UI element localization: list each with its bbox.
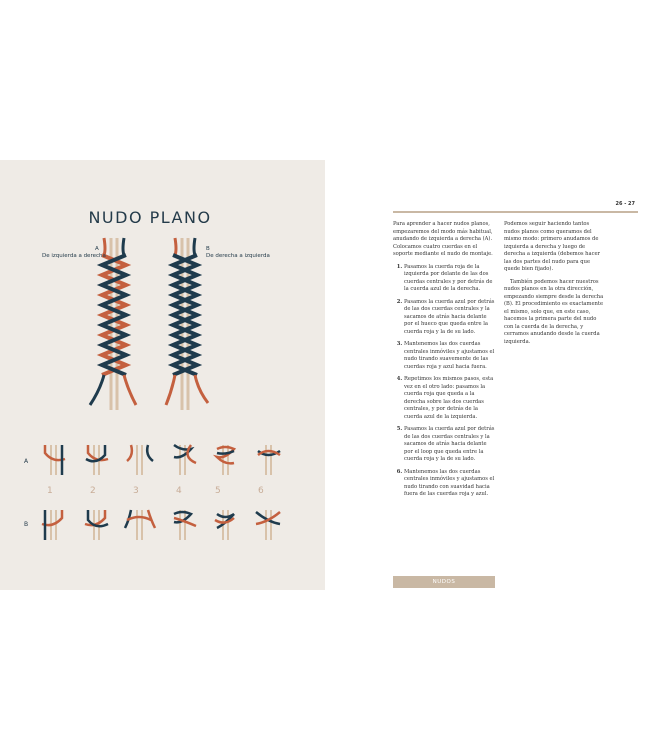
left-page-illustration [0,160,325,590]
text-column-1 [393,221,495,504]
steps-row-a [45,445,280,475]
label-b: B [206,246,210,252]
list-item: 4. Repetimos los mismos pasos, esta vez en el otro lado: pasamos la cuerda roja que queda a la derecha sobre las dos cuerdas centrales, y por detrás de la cuerda azul de la izquierda. [404,376,495,421]
step-number: 5 [215,486,221,496]
braid-a [90,238,136,410]
section-tag: NUDOS [393,576,495,588]
paragraph: También podemos hacer nuestros nudos planos en la otra dirección, empezando siempre desde la derecha (B). El procedimiento es exactamente el mismo, solo que, en este caso, hacemos la primera parte del nudo con la cuerda de la derecha, y cerramos anudando desde la cuerda izquierda. [504,278,604,345]
list-item: 2. Pasamos la cuerda azul por detrás de las dos cuerdas centrales y la sacamos de atrás hacia delante por el hueco que queda entre la cuerda roja y la de su lado. [404,299,495,337]
caption-a: De izquierda a derecha [42,253,106,259]
text-column-2 [504,221,606,351]
list-item: 3. Mantenemos las dos cuerdas centrales inmóviles y ajustamos el nudo tirando suavemente de las cuerdas roja y azul hacia fuera. [404,341,495,371]
list-item: 1. Pasamos la cuerda roja de la izquierda por delante de las dos cuerdas centrales y por detrás de la cuerda azul de la derecha. [404,264,495,294]
caption-b: De derecha a izquierda [206,253,270,259]
list-item: 6. Mantenemos las dos cuerdas centrales inmóviles y ajustamos el nudo tirando con suavidad hacia fuera de las cuerdas roja y azul. [404,469,495,499]
braid-b [166,238,208,410]
step-number: 4 [176,486,182,496]
right-page-text [325,160,650,590]
step-number: 2 [90,486,96,496]
header-rule [393,211,638,213]
label-a: A [95,246,99,252]
step-number: 1 [47,486,53,496]
step-number: 3 [133,486,139,496]
steps-list [393,264,495,499]
page-numbers: 26 - 27 [615,201,635,207]
list-item: 5. Pasamos la cuerda azul por detrás de las dos cuerdas centrales y la sacamos de atrás hacia delante por el loop que queda entre la cuerda roja y la de su lado. [404,426,495,464]
row-label-a: A [24,458,29,465]
intro-paragraph: Para aprender a hacer nudos planos, empezaremos del modo más habitual, anudando de izquierda a derecha (A). Colocamos cuatro cuerdas en el soporte mediante el nudo de montaje. [393,221,493,257]
step-number: 6 [258,486,264,496]
paragraph: Podemos seguir haciendo tantos nudos planos como queramos del mismo modo: primero anudamos de izquierda a derecha y luego de derecha a izquierda (debemos hacer las dos partes del nudo para que quede bien fijado). [504,221,601,272]
page-title: NUDO PLANO [88,208,212,227]
row-label-b: B [24,521,29,528]
steps-row-b [42,510,280,540]
